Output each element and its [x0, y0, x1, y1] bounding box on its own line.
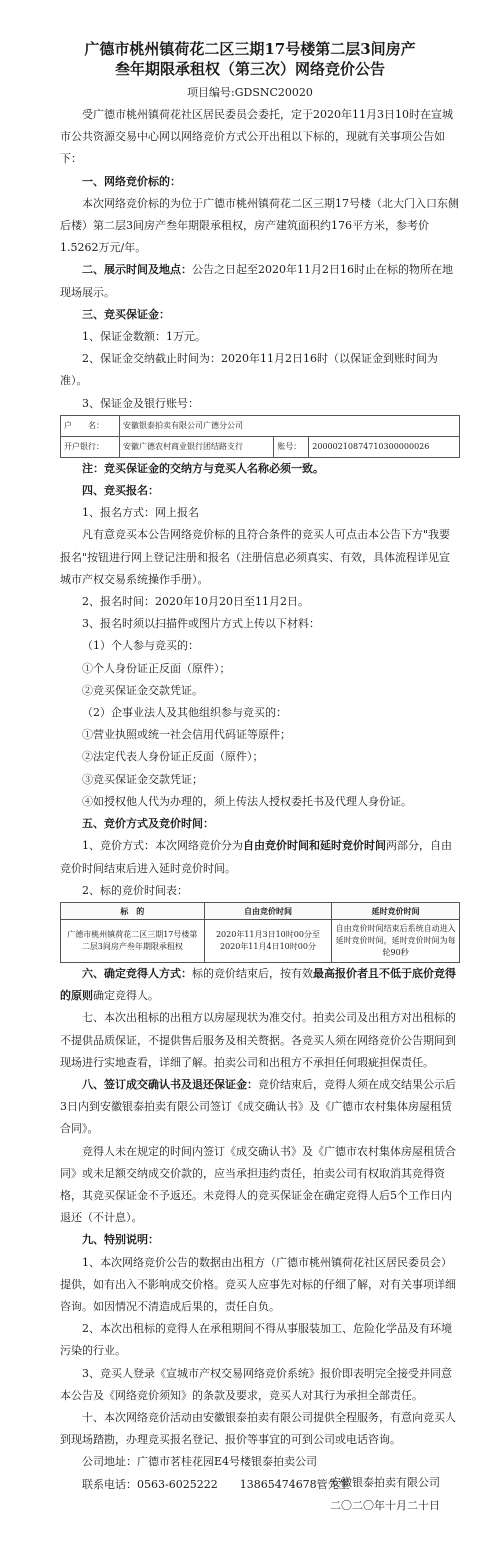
organization-heading: （2）企事业法人及其他组织参与竞买的：: [82, 706, 287, 720]
account-no-label: 账号：: [274, 436, 309, 457]
announcement-body: [60, 104, 460, 1496]
section-2: [60, 259, 460, 303]
bidding-method-a: 1、竞价方式：本次网络竞价分为: [82, 839, 243, 853]
bidding-method: [60, 835, 460, 879]
section-3-heading: 三、竞买保证金：: [82, 307, 170, 321]
registration-period: 2、报名时间：2020年10月20日至11月2日。: [82, 595, 309, 609]
account-name-label: 户 名：: [61, 415, 120, 436]
section-2-text: 公告之日起至2020年11月2日16时止在标的物所在地现场展示。: [60, 263, 453, 299]
section-8-heading: 八、签订成交确认书及退还保证金：: [82, 1077, 258, 1091]
section-8-text-2: 竞得人未在规定的时间内签订《成交确认书》及《广德市农村集体房屋租赁合同》或未足额交纳成交价款的，应当承担违约责任，拍卖公司有权取消其竞得资格，其竞买保证金不予返还。未竞得人的竞买保证金在确定竞得人后5个工作日内退还（不计息）。: [60, 1144, 456, 1225]
section-8: [60, 1074, 460, 1141]
section-1-heading: 一、网络竞价标的：: [82, 174, 181, 188]
section-6-text-a: 标的竞价结束后，按有效: [192, 966, 313, 980]
bidding-method-b: 自由竞价时间和延时竞价时间: [243, 839, 386, 853]
section-9-item-2: 2、本次出租标的竞得人在承租期间不得从事服装加工、危险化学品及有环境污染的行业。: [60, 1322, 452, 1358]
signer-company: 安徽银泰拍卖有限公司: [330, 1476, 440, 1489]
signer-date: 二〇二〇年十月二十日: [330, 1499, 440, 1512]
contact-phone: 联系电话：0563-6025222 13865474678管先生: [82, 1477, 350, 1491]
bidding-schedule-table: [60, 902, 460, 963]
section-4-heading: 四、竞买报名：: [82, 484, 159, 498]
section-9-heading: 九、特别说明：: [82, 1233, 159, 1247]
schedule-title: 2、标的竞价时间表：: [82, 883, 188, 897]
section-2-heading: 二、展示时间及地点：: [82, 263, 192, 277]
section-8-text: 竞价结束后，竞得人须在成交结果公示后3日内到安徽银泰拍卖有限公司签订《成交确认书》及《广德市农村集体房屋租赁合同》。: [60, 1077, 456, 1136]
registration-detail: 凡有意竞买本公告网络竞价标的且符合条件的竞买人可点击本公告下方"我要报名"按钮进行网上登记注册和报名（注册信息必须真实、有效，具体流程详见宣城市产权交易系统操作手册）。: [60, 528, 451, 586]
section-7: 七、本次出租标的出租方以房屋现状为准交付。拍卖公司及出租方对出租标的不提供品质保证，不提供售后服务及相关赘据。各竞买人须在网络竞价公告期间到现场进行实地查看，详细了解。拍卖公司和出租方不承担任何瑕疵担保责任。: [60, 1011, 456, 1069]
title-line-1: 广德市桃州镇荷花二区三期17号楼第二层3间房产: [84, 40, 416, 58]
upload-materials: 3、报名时须以扫描件或图片方式上传以下材料：: [82, 617, 320, 631]
registration-method: 1、报名方式：网上报名: [82, 506, 199, 520]
table-row: [61, 919, 460, 962]
header-free-bidding: 自由竞价时间: [204, 902, 332, 919]
cell-extended-bidding: 自由竞价时间结束后系统自动进入延时竞价时间，延时竞价时间为每轮90秒: [332, 919, 460, 962]
intro-paragraph: 受广德市桃州镇荷花社区居民委员会委托，定于2020年11月3日10时在宣城市公共资源交易中心网以网络竞价方式公开出租以下标的，现就有关事项公告如下：: [60, 108, 453, 166]
bidding-method-c: 两部分，自由竞价时间结束后进入延时竞价时间。: [60, 839, 452, 875]
header-lot: 标 的: [61, 902, 205, 919]
individual-item-1: ①个人身份证正反面（原件）；: [82, 661, 231, 675]
bank-account-table: [60, 415, 460, 458]
section-6: [60, 963, 460, 1007]
organization-item-4: ④如授权他人代为办理的，须上传法人授权委托书及代理人身份证。: [82, 794, 412, 808]
title-line-2: 叁年期限承租权（第三次）网络竞价公告: [114, 60, 385, 78]
header-extended-bidding: 延时竞价时间: [332, 902, 460, 919]
section-1-text: 本次网络竞价标的为位于广德市桃州镇荷花二区三期17号楼（北大门入口东侧后楼）第二层3间房产叁年期限承租权，房产建筑面积约176平方米，参考价1.5262万元/年。: [60, 196, 459, 255]
bank-label: 开户银行：: [61, 436, 120, 457]
deposit-account-title: 3、保证金及银行账号：: [82, 396, 199, 410]
section-9-item-3: 3、竞买人登录《宣城市产权交易网络竞价系统》报价即表明完全接受并同意本公告及《网络竞价须知》的条款及要求，竞买人对其行为承担全部责任。: [60, 1366, 452, 1402]
section-6-text-b: 最高报价者且不低于底价竞得的原则: [60, 966, 456, 1003]
table-row: [61, 436, 460, 457]
table-row: [61, 415, 460, 436]
deposit-deadline: 2、保证金交纳截止时间为：2020年11月2日16时（以保证金到账时间为准）。: [60, 352, 438, 388]
cell-lot: 广德市桃州镇荷花二区三期17号楼第二层3间房产叁年期限承租权: [61, 919, 205, 962]
section-6-text-c: 确定竞得人。: [93, 989, 159, 1003]
company-address: 公司地址：广德市茗桂花园E4号楼银泰拍卖公司: [82, 1455, 318, 1469]
account-name-value: 安徽银泰拍卖有限公司广德分公司: [120, 415, 460, 436]
organization-item-3: ③竞买保证金交款凭证；: [82, 772, 203, 786]
organization-item-2: ②法定代表人身份证正反面（原件）；: [82, 750, 264, 764]
section-6-heading: 六、确定竞得人方式：: [82, 966, 192, 980]
deposit-amount: 1、保证金数额：1万元。: [82, 330, 206, 344]
section-5-heading: 五、竞价方式及竞价时间：: [82, 817, 214, 831]
account-no-value: 20000210874710300000026: [309, 436, 460, 457]
individual-heading: （1）个人参与竞买的：: [82, 639, 199, 653]
section-10: 十、本次网络竞价活动由安徽银泰拍卖有限公司提供全程服务，有意向竞买人到现场踏勘，办理竞买报名登记、报价等事宜的可到公司或电话咨询。: [60, 1410, 456, 1447]
bank-value: 安徽广德农村商业银行团结路支行: [120, 436, 274, 457]
deposit-note: 注：竞买保证金的交纳方与竞买人名称必须一致。: [82, 461, 324, 475]
project-number: 项目编号:GDSNC20020: [187, 86, 313, 99]
individual-item-2: ②竞买保证金交款凭证。: [82, 683, 203, 697]
section-9-item-1: 1、本次网络竞价公告的数据由出租方（广德市桃州镇荷花社区居民委员会）提供，如有出入不影响成交价格。竞买人应事先对标的仔细了解，对有关事项详细咨询。如因情况不清造成后果的，责任自负。: [60, 1255, 456, 1313]
organization-item-1: ①营业执照或统一社会信用代码证等原件；: [82, 728, 291, 742]
table-header-row: [61, 902, 460, 919]
cell-free-bidding: 2020年11月3日10时00分至2020年11月4日10时00分: [204, 919, 332, 962]
